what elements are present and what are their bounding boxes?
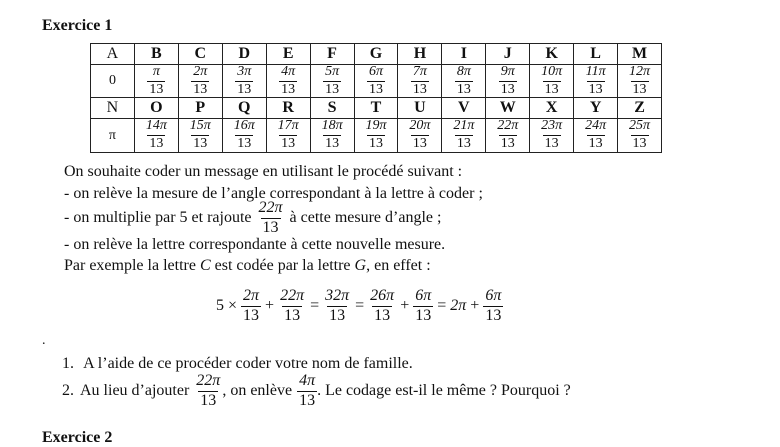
angle-fraction xyxy=(144,119,169,151)
angle-cell xyxy=(266,119,310,152)
table-row-angles-n-z xyxy=(91,119,662,152)
fraction-denominator: 13 xyxy=(284,306,301,324)
angle-cell xyxy=(178,65,222,98)
fraction-denominator: 13 xyxy=(485,306,502,324)
angle-fraction xyxy=(451,119,476,151)
angle-fraction xyxy=(583,119,608,151)
angle-cell xyxy=(134,119,178,152)
angle-cell: 0 xyxy=(91,65,135,98)
angle-cell xyxy=(618,119,662,152)
angle-cell xyxy=(398,119,442,152)
fraction-numerator: 2π xyxy=(243,287,260,304)
fraction-numerator: 24π xyxy=(585,118,607,134)
letter-cell: S xyxy=(310,98,354,119)
fraction-denominator: 13 xyxy=(325,81,340,97)
fraction-denominator: 13 xyxy=(456,81,471,97)
eq-fraction-2 xyxy=(278,288,306,325)
angle-fraction xyxy=(367,65,385,97)
eq-fraction-4 xyxy=(368,288,396,325)
fraction-denominator: 13 xyxy=(200,391,217,409)
letter-cell: Q xyxy=(222,98,266,119)
letter-cell: G xyxy=(354,44,398,65)
eq-fraction-3 xyxy=(323,288,351,325)
fraction-numerator: 6π xyxy=(415,287,432,304)
fraction-denominator: 13 xyxy=(544,136,559,152)
angle-fraction xyxy=(495,119,520,151)
exercise-2-title: Exercice 2 xyxy=(42,429,113,446)
fraction-denominator: 13 xyxy=(193,136,208,152)
angle-cell xyxy=(574,65,618,98)
letter-cell: L xyxy=(574,44,618,65)
step-1-text: - on relève la mesure de l’angle correspondant à la lettre à coder ; xyxy=(64,185,483,202)
fraction-denominator: 13 xyxy=(237,81,252,97)
angle-fraction xyxy=(411,65,429,97)
fraction-denominator: 13 xyxy=(632,81,647,97)
step-2-text xyxy=(64,200,441,237)
fraction-denominator: 13 xyxy=(329,306,346,324)
angle-cell xyxy=(134,65,178,98)
step-3-text: - on relève la lettre correspondante à cette nouvelle mesure. xyxy=(64,236,446,253)
fraction-denominator: 13 xyxy=(412,81,427,97)
example-letter-g: G xyxy=(354,257,367,274)
fraction-denominator: 13 xyxy=(632,136,647,152)
fraction-numerator: 17π xyxy=(277,118,299,134)
angle-fraction xyxy=(276,119,301,151)
eq-plus: + xyxy=(265,297,275,315)
angle-fraction xyxy=(584,65,608,97)
eq-factor: 5 xyxy=(216,297,224,315)
eq-equals: = xyxy=(437,297,447,315)
fraction-denominator: 13 xyxy=(544,81,559,97)
question-2 xyxy=(62,373,571,410)
angle-fraction xyxy=(279,65,297,97)
letter-cell: R xyxy=(266,98,310,119)
cipher-table xyxy=(90,43,662,153)
step-2-before: - on multiplie par 5 et rajoute xyxy=(64,209,252,227)
fraction-denominator: 13 xyxy=(299,391,316,409)
fraction-numerator: 22π xyxy=(258,199,283,216)
letter-cell: E xyxy=(266,44,310,65)
angle-cell xyxy=(222,119,266,152)
question-1 xyxy=(62,355,413,373)
example-letter-c: C xyxy=(199,257,211,274)
eq-equals: = xyxy=(310,297,320,315)
fraction-numerator: 22π xyxy=(280,287,305,304)
fraction-numerator: 6π xyxy=(368,64,383,79)
fraction-numerator: 10π xyxy=(541,64,563,79)
letter-cell: U xyxy=(398,98,442,119)
fraction-denominator: 13 xyxy=(237,136,252,152)
letter-cell: N xyxy=(91,98,135,119)
question-2-after: . Le codage est-il le même ? Pourquoi ? xyxy=(317,382,571,400)
angle-cell: π xyxy=(91,119,135,152)
fraction-numerator: 21π xyxy=(453,118,475,134)
fraction-denominator: 13 xyxy=(588,81,603,97)
angle-cell xyxy=(486,65,530,98)
eq-plus: + xyxy=(470,297,480,315)
example-before: Par exemple la lettre xyxy=(64,257,196,274)
angle-cell xyxy=(574,119,618,152)
angle-cell xyxy=(530,119,574,152)
fraction-numerator: 9π xyxy=(500,64,515,79)
step-2-fraction xyxy=(257,200,285,237)
angle-fraction xyxy=(539,65,564,97)
fraction-denominator: 13 xyxy=(281,136,296,152)
fraction-numerator: 14π xyxy=(145,118,167,134)
question-2-fraction-2 xyxy=(297,373,317,410)
angle-cell xyxy=(618,65,662,98)
fraction-numerator: 22π xyxy=(497,118,519,134)
eq-two-pi: 2π xyxy=(450,297,467,315)
fraction-numerator: 6π xyxy=(485,287,502,304)
angle-fraction xyxy=(188,119,213,151)
fraction-denominator: 13 xyxy=(500,136,515,152)
fraction-numerator: 22π xyxy=(196,372,221,389)
fraction-denominator: 13 xyxy=(281,81,296,97)
fraction-numerator: 11π xyxy=(585,64,606,79)
angle-fraction xyxy=(455,65,473,97)
letter-cell: W xyxy=(486,98,530,119)
question-1-text: A l’aide de ce procéder coder votre nom de famille. xyxy=(83,355,413,372)
letter-cell: Y xyxy=(574,98,618,119)
table-row-letters-a-m xyxy=(91,44,662,65)
letter-cell: J xyxy=(486,44,530,65)
fraction-denominator: 13 xyxy=(149,136,164,152)
fraction-denominator: 13 xyxy=(262,218,279,236)
letter-cell: C xyxy=(178,44,222,65)
question-2-before: Au lieu d’ajouter xyxy=(80,382,190,400)
example-equation xyxy=(216,288,503,325)
question-2-middle: , on enlève xyxy=(222,382,293,400)
exercise-1-title: Exercice 1 xyxy=(42,17,113,34)
angle-fraction xyxy=(232,119,257,151)
fraction-denominator: 13 xyxy=(415,306,432,324)
fraction-numerator: π xyxy=(152,64,160,79)
angle-fraction xyxy=(320,119,345,151)
fraction-numerator: 4π xyxy=(299,372,316,389)
question-number: 1. xyxy=(62,355,74,372)
example-after: , en effet : xyxy=(366,257,431,274)
fraction-numerator: 23π xyxy=(541,118,563,134)
fraction-numerator: 4π xyxy=(281,64,296,79)
angle-fraction xyxy=(235,65,253,97)
angle-cell xyxy=(442,119,486,152)
fraction-numerator: 15π xyxy=(189,118,211,134)
angle-cell xyxy=(486,119,530,152)
fraction-numerator: 32π xyxy=(325,287,350,304)
fraction-denominator: 13 xyxy=(368,81,383,97)
intro-text: On souhaite coder un message en utilisant le procédé suivant : xyxy=(64,163,463,180)
angle-cell xyxy=(442,65,486,98)
eq-times: × xyxy=(228,297,238,315)
fraction-denominator: 13 xyxy=(456,136,471,152)
letter-cell: T xyxy=(354,98,398,119)
angle-fraction xyxy=(539,119,564,151)
letter-cell: D xyxy=(222,44,266,65)
fraction-numerator: 5π xyxy=(325,64,340,79)
fraction-denominator: 13 xyxy=(325,136,340,152)
angle-cell xyxy=(310,65,354,98)
fraction-numerator: 12π xyxy=(629,64,651,79)
eq-equals: = xyxy=(355,297,365,315)
fraction-numerator: 20π xyxy=(409,118,431,134)
eq-plus: + xyxy=(400,297,410,315)
eq-fraction-1 xyxy=(241,288,261,325)
stray-dot: . xyxy=(42,333,46,348)
fraction-numerator: 3π xyxy=(237,64,252,79)
fraction-numerator: 8π xyxy=(456,64,471,79)
letter-cell: X xyxy=(530,98,574,119)
angle-fraction xyxy=(147,65,165,97)
letter-cell: V xyxy=(442,98,486,119)
angle-cell xyxy=(530,65,574,98)
letter-cell: A xyxy=(91,44,135,65)
angle-fraction xyxy=(191,65,209,97)
eq-fraction-5 xyxy=(413,288,433,325)
angle-fraction xyxy=(363,119,388,151)
angle-cell xyxy=(398,65,442,98)
letter-cell: B xyxy=(134,44,178,65)
angle-cell xyxy=(354,119,398,152)
letter-cell: Z xyxy=(618,98,662,119)
fraction-numerator: 2π xyxy=(193,64,208,79)
fraction-numerator: 19π xyxy=(365,118,387,134)
fraction-numerator: 26π xyxy=(370,287,395,304)
angle-fraction xyxy=(499,65,517,97)
angle-cell xyxy=(354,65,398,98)
letter-cell: M xyxy=(618,44,662,65)
example-middle: est codée par la lettre xyxy=(214,257,351,274)
fraction-denominator: 13 xyxy=(588,136,603,152)
table-row-angles-a-m xyxy=(91,65,662,98)
angle-fraction xyxy=(323,65,341,97)
step-2-after: à cette mesure d’angle ; xyxy=(289,209,442,227)
angle-fraction xyxy=(627,119,652,151)
table-row-letters-n-z xyxy=(91,98,662,119)
fraction-numerator: 7π xyxy=(412,64,427,79)
fraction-denominator: 13 xyxy=(193,81,208,97)
letter-cell: I xyxy=(442,44,486,65)
angle-cell xyxy=(222,65,266,98)
letter-cell: P xyxy=(178,98,222,119)
letter-cell: H xyxy=(398,44,442,65)
fraction-numerator: 25π xyxy=(629,118,651,134)
question-2-fraction-1 xyxy=(194,373,222,410)
fraction-denominator: 13 xyxy=(500,81,515,97)
angle-cell xyxy=(178,119,222,152)
fraction-denominator: 13 xyxy=(368,136,383,152)
fraction-denominator: 13 xyxy=(243,306,260,324)
fraction-denominator: 13 xyxy=(149,81,164,97)
angle-cell xyxy=(310,119,354,152)
fraction-denominator: 13 xyxy=(412,136,427,152)
fraction-numerator: 16π xyxy=(233,118,255,134)
fraction-denominator: 13 xyxy=(374,306,391,324)
angle-fraction xyxy=(627,65,652,97)
question-number: 2. xyxy=(62,382,74,400)
example-text xyxy=(64,257,431,275)
eq-fraction-6 xyxy=(483,288,503,325)
fraction-numerator: 18π xyxy=(321,118,343,134)
letter-cell: K xyxy=(530,44,574,65)
angle-fraction xyxy=(407,119,432,151)
letter-cell: F xyxy=(310,44,354,65)
letter-cell: O xyxy=(134,98,178,119)
angle-cell xyxy=(266,65,310,98)
